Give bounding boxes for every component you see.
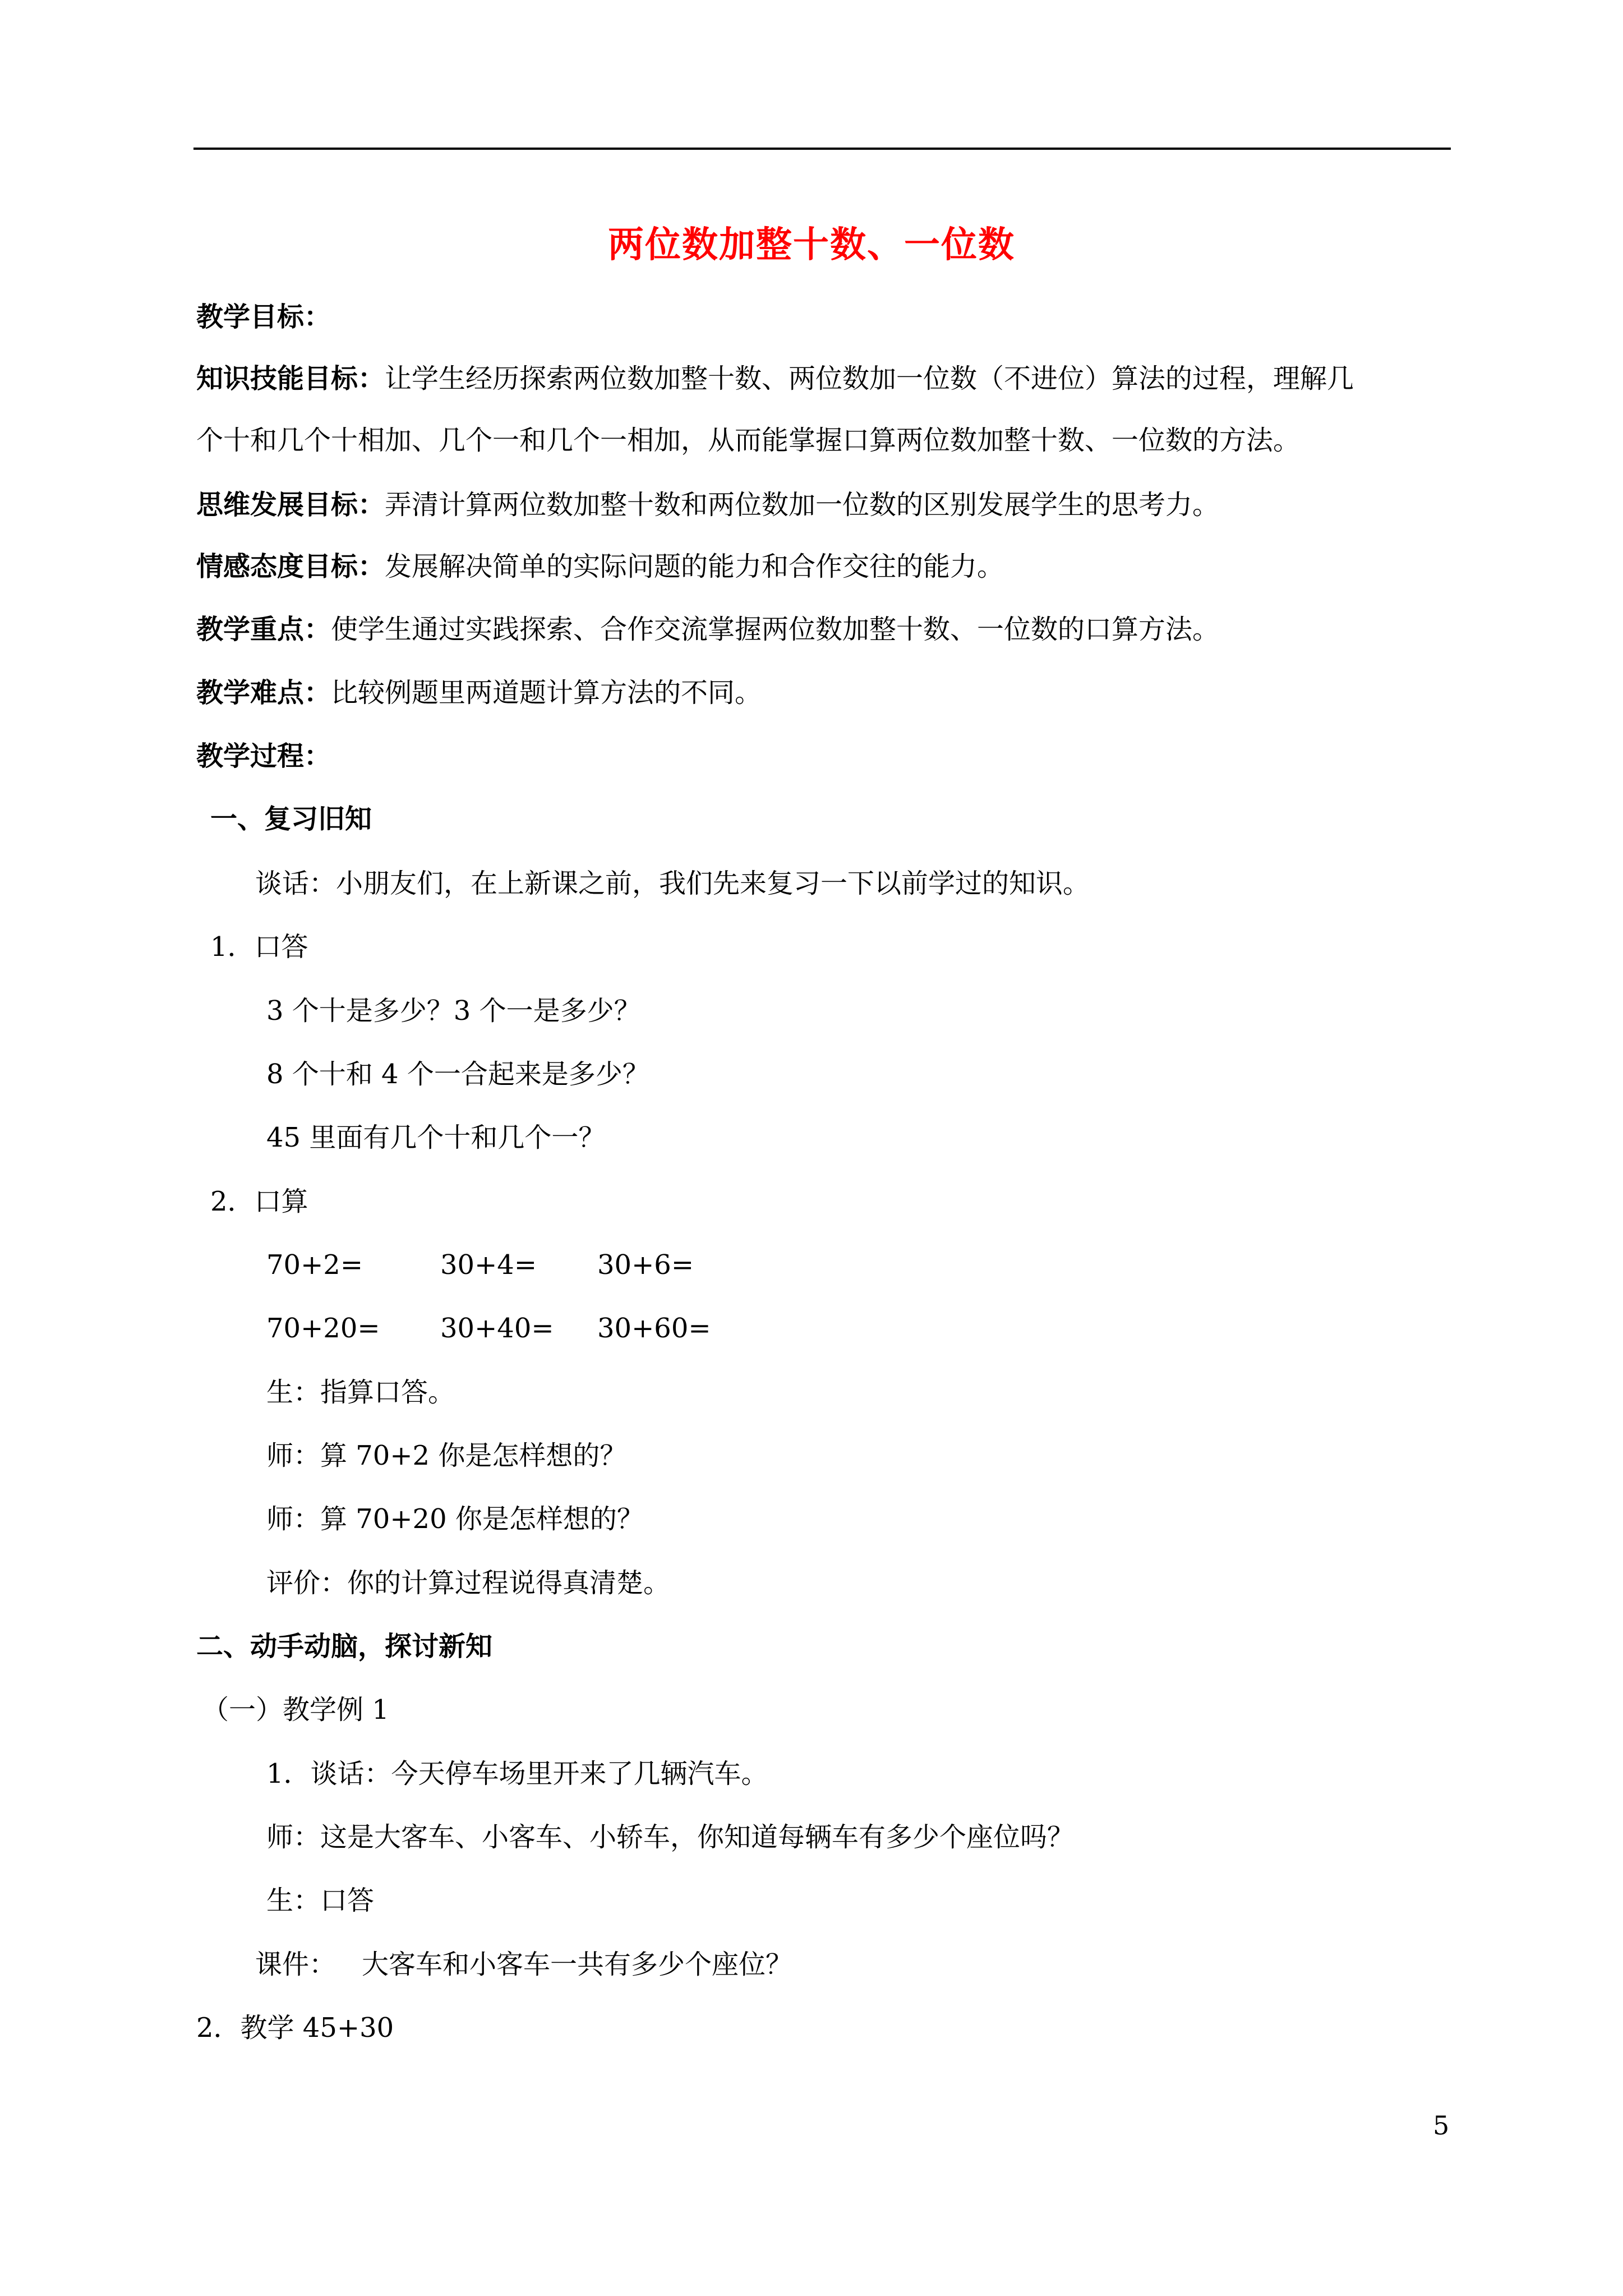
- question-2: 8 个十和 4 个一合起来是多少？: [266, 1059, 649, 1090]
- section1-heading: 一、复习旧知: [210, 803, 372, 835]
- section1-item2: 2．口算: [210, 1186, 308, 1217]
- section1-item1: 1．口答: [210, 931, 308, 963]
- section2-p3: 生：口答: [266, 1885, 375, 1916]
- section2-p4: [255, 1948, 792, 1981]
- calc-r2-c2: 30+40=: [440, 1313, 554, 1344]
- thinking-objective: [196, 488, 1219, 522]
- section2-sub1: （一）教学例 1: [202, 1694, 389, 1726]
- page-number: 5: [1433, 2110, 1450, 2141]
- emotion-objective: [196, 550, 1004, 583]
- knowledge-text-1: 让学生经历探索两位数加整十数、两位数加一位数（不进位）算法的过程，理解几: [385, 363, 1354, 394]
- section1-talk: 谈话：小朋友们，在上新课之前，我们先来复习一下以前学过的知识。: [255, 868, 1090, 899]
- section2-p5: 2．教学 45+30: [196, 2012, 394, 2044]
- difficulty-label: 教学难点：: [196, 677, 331, 708]
- teacher-question-1: 师：算 70+2 你是怎样想的？: [266, 1440, 627, 1471]
- section2-heading: 二、动手动脑，探讨新知: [196, 1631, 493, 1662]
- calc-r1-c2: 30+4=: [440, 1249, 537, 1281]
- thinking-label: 思维发展目标：: [196, 489, 385, 521]
- calc-r1-c3: 30+6=: [597, 1249, 694, 1281]
- section2-p1: 1．谈话：今天停车场里开来了几辆汽车。: [266, 1758, 768, 1789]
- knowledge-label: 知识技能目标：: [196, 363, 385, 394]
- objectives-heading: 教学目标：: [196, 301, 331, 333]
- page-title: 两位数加整十数、一位数: [608, 224, 1015, 266]
- courseware-text: 大客车和小客车一共有多少个座位？: [362, 1949, 793, 1980]
- key-point-label: 教学重点：: [196, 614, 331, 645]
- student-answer: 生：指算口答。: [266, 1377, 455, 1408]
- evaluation: 评价：你的计算过程说得真清楚。: [266, 1567, 671, 1599]
- calc-r1-c1: 70+2=: [266, 1249, 363, 1281]
- emotion-text: 发展解决简单的实际问题的能力和合作交往的能力。: [385, 551, 1004, 582]
- difficulty-text: 比较例题里两道题计算方法的不同。: [331, 677, 762, 708]
- key-point-text: 使学生通过实践探索、合作交流掌握两位数加整十数、一位数的口算方法。: [331, 614, 1220, 645]
- calc-r2-c1: 70+20=: [266, 1313, 380, 1344]
- knowledge-objective: [196, 362, 1354, 395]
- question-3: 45 里面有几个十和几个一？: [266, 1122, 606, 1153]
- section2-p2: 师：这是大客车、小客车、小轿车，你知道每辆车有多少个座位吗？: [266, 1821, 1075, 1853]
- key-point: [196, 613, 1219, 646]
- knowledge-text-2: 个十和几个十相加、几个一和几个一相加，从而能掌握口算两位数加整十数、一位数的方法。: [196, 425, 1301, 456]
- question-1: 3 个十是多少？3 个一是多少？: [266, 995, 641, 1027]
- teacher-question-2: 师：算 70+20 你是怎样想的？: [266, 1503, 644, 1535]
- thinking-text: 弄清计算两位数加整十数和两位数加一位数的区别发展学生的思考力。: [385, 489, 1220, 521]
- calc-r2-c3: 30+60=: [597, 1313, 711, 1344]
- process-heading: 教学过程：: [196, 740, 331, 772]
- courseware-label: 课件：: [255, 1949, 336, 1980]
- header-rule: [193, 148, 1451, 150]
- emotion-label: 情感态度目标：: [196, 551, 385, 582]
- difficulty: [196, 676, 762, 710]
